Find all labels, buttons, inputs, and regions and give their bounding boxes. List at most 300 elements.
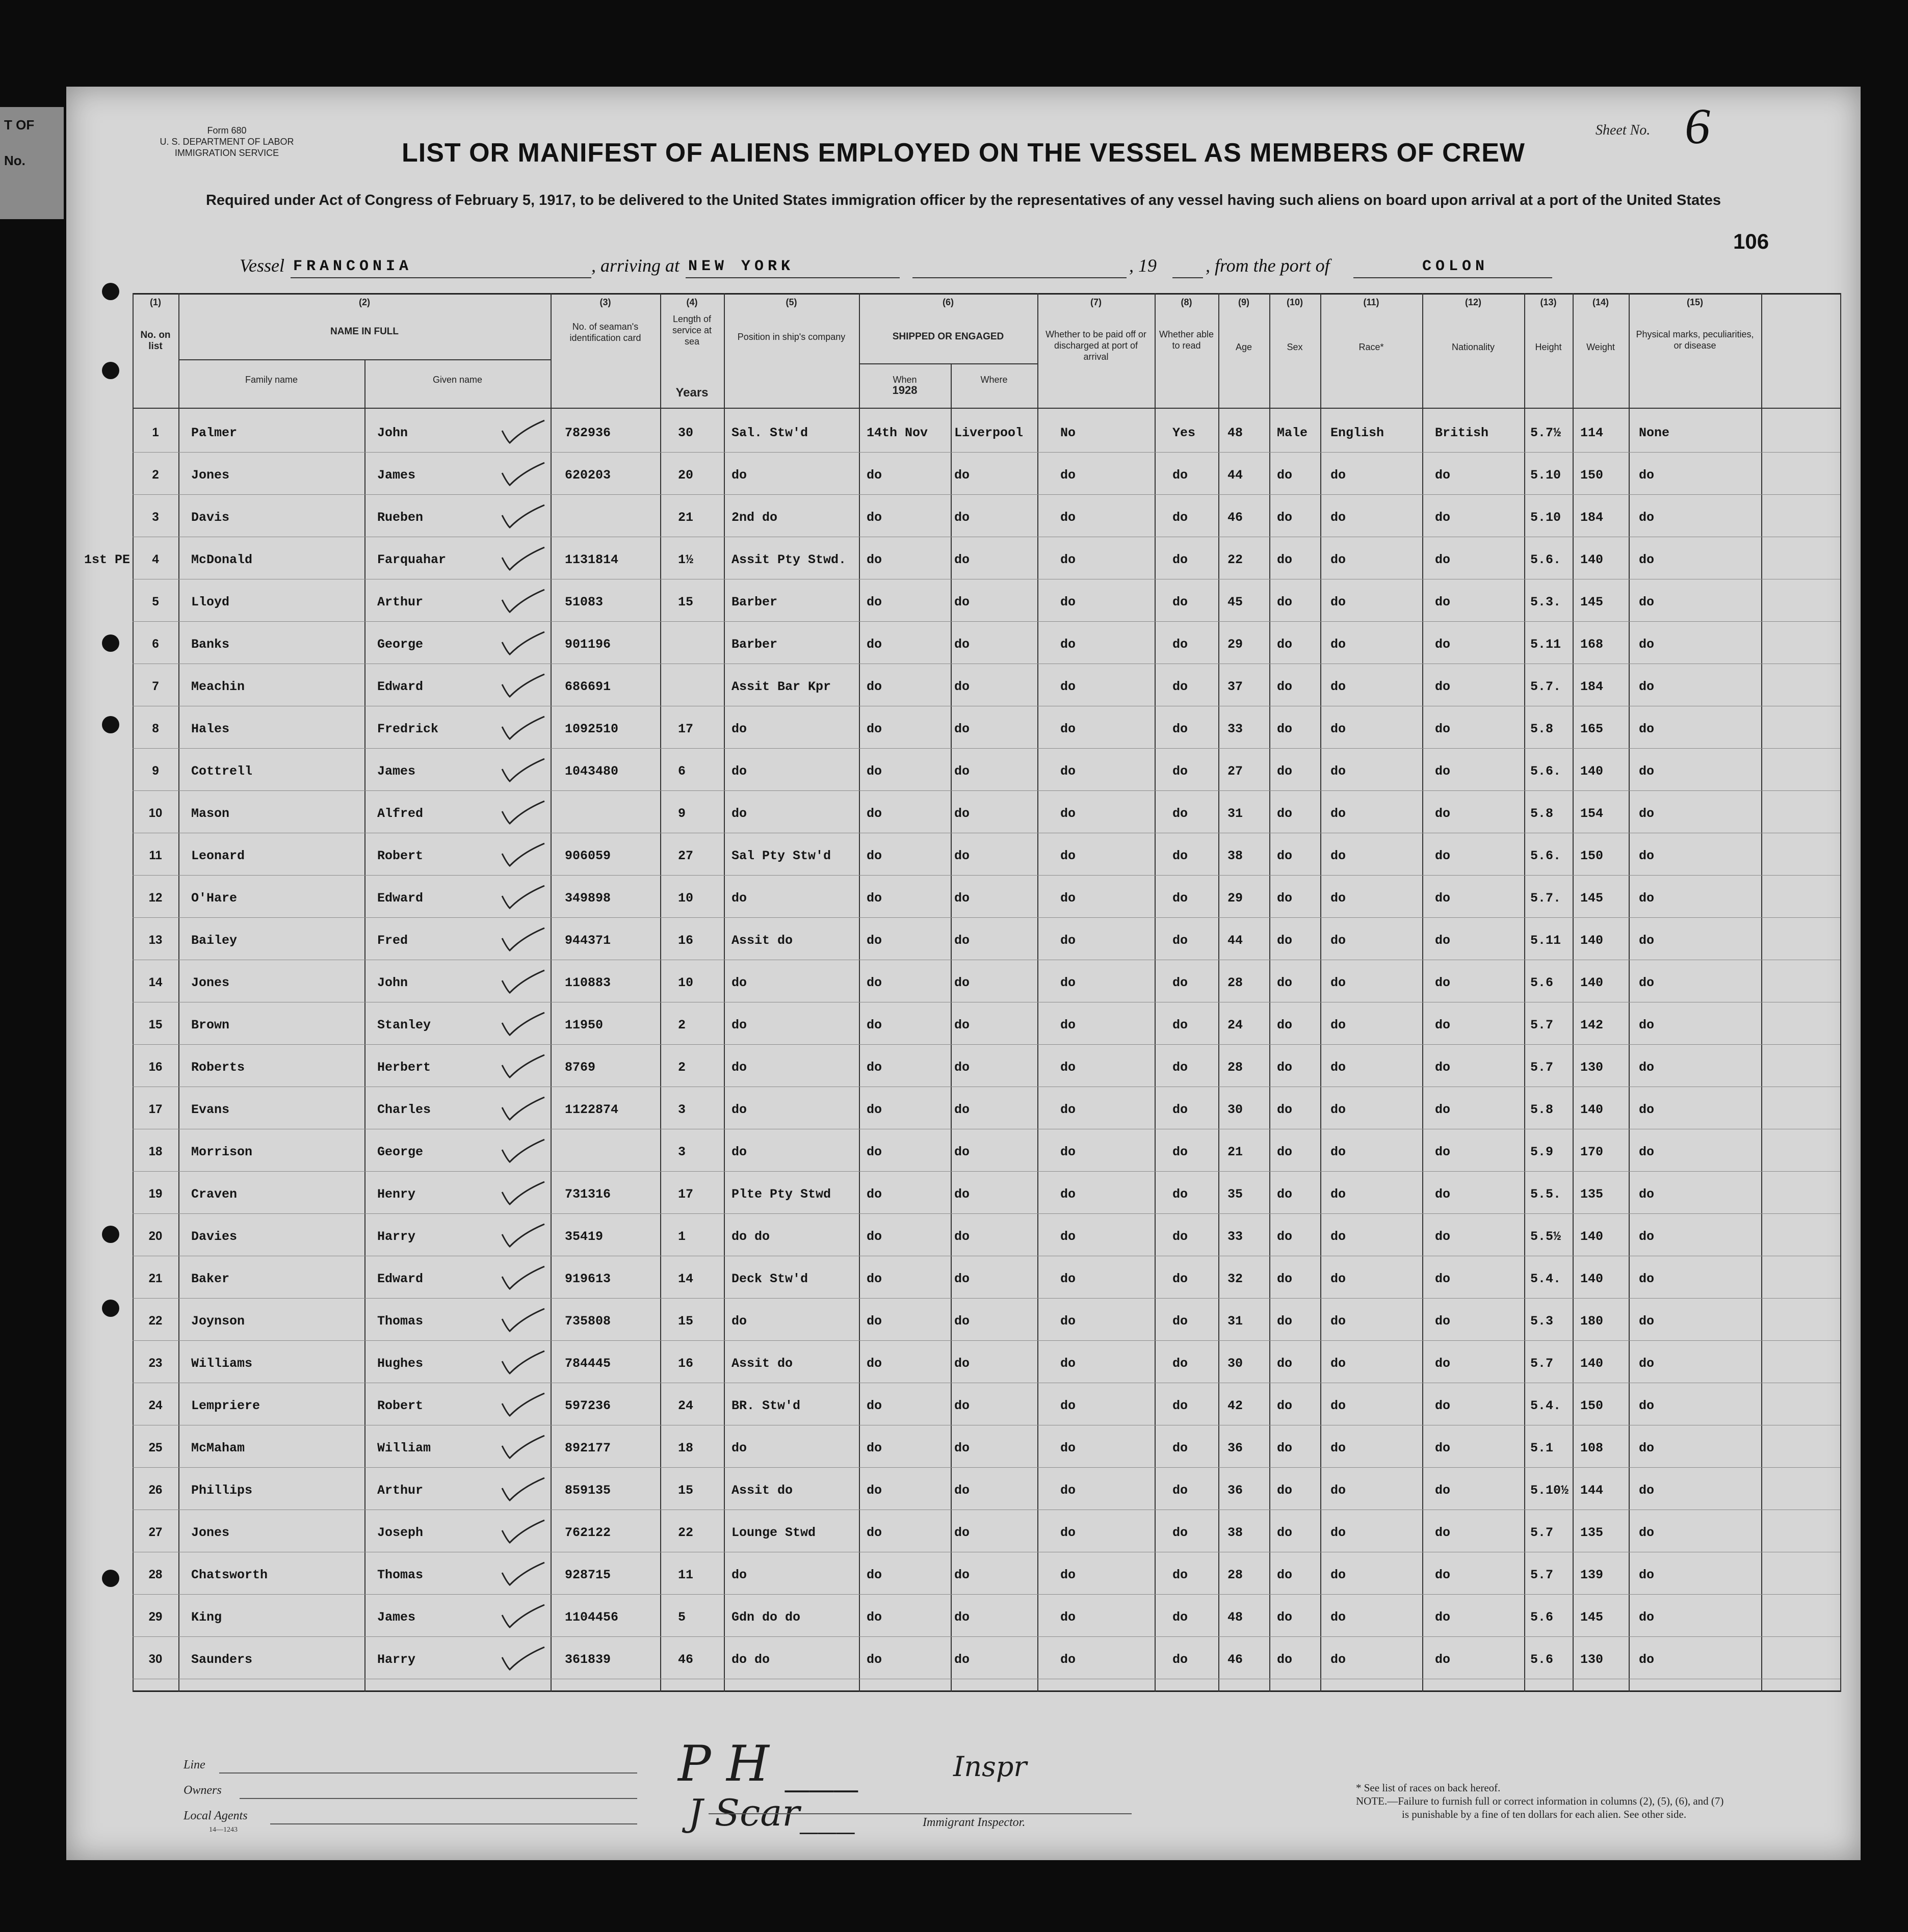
cell-card: 944371 [565,933,611,948]
cell-family: Roberts [191,1060,245,1075]
cell-no: 24 [148,1398,163,1412]
cell-nationality: do [1435,764,1451,779]
cell-race: do [1330,552,1346,567]
cell-weight: 168 [1580,637,1604,652]
cell-card: 901196 [565,637,611,652]
cell-race: do [1330,1568,1346,1582]
cell-weight: 150 [1580,1398,1604,1413]
check-mark [500,758,545,783]
cell-card: 731316 [565,1187,611,1202]
cell-card: 1104456 [565,1610,619,1625]
cell-age: 48 [1227,426,1243,440]
cell-height: 5.6. [1530,552,1561,567]
cell-where: do [954,595,970,610]
cell-read: do [1172,1102,1188,1117]
cell-where: do [954,1356,970,1371]
cell-family: Meachin [191,679,245,694]
cell-position: do [731,975,747,990]
cell-no: 19 [148,1187,163,1201]
cell-where: do [954,1018,970,1033]
cell-marks: do [1639,468,1655,483]
cell-age: 22 [1227,552,1243,567]
cell-race: do [1330,595,1346,610]
table-column-rule [364,359,365,1692]
cell-nationality: do [1435,933,1451,948]
cell-service: 27 [678,849,694,863]
cell-race: English [1330,426,1384,440]
crew-table [84,293,1840,1692]
cell-race: do [1330,1398,1346,1413]
table-row-rule [133,452,1840,453]
col-13-label: Height [1535,342,1562,352]
cell-age: 36 [1227,1441,1243,1455]
cell-when: do [867,679,882,694]
cell-where: do [954,1187,970,1202]
table-column-rule [1037,293,1038,1692]
check-mark [500,927,545,952]
cell-nationality: do [1435,1525,1451,1540]
cell-read: do [1172,637,1188,652]
cell-where: do [954,552,970,567]
cell-service: 1 [678,1229,686,1244]
cell-height: 5.3. [1530,595,1561,610]
cell-given: Charles [377,1102,431,1117]
cell-read: do [1172,722,1188,736]
cell-paid: No [1060,426,1076,440]
cell-sex: do [1277,933,1293,948]
cell-age: 29 [1227,637,1243,652]
cell-read: do [1172,1568,1188,1582]
cell-no: 15 [148,1018,163,1031]
cell-sex: do [1277,1483,1293,1498]
vessel-name: FRANCONIA [293,258,413,275]
cell-family: Jones [191,1525,230,1540]
cell-service: 15 [678,595,694,610]
cell-weight: 145 [1580,1610,1604,1625]
cell-paid: do [1060,1652,1076,1667]
cell-read: do [1172,468,1188,483]
cell-no: 1 [152,426,159,439]
cell-height: 5.7½ [1530,426,1561,440]
cell-height: 5.10½ [1530,1483,1569,1498]
cell-family: Williams [191,1356,253,1371]
cell-nationality: do [1435,510,1451,525]
cell-where: do [954,468,970,483]
cell-age: 28 [1227,1568,1243,1582]
cell-weight: 108 [1580,1441,1604,1455]
check-mark [500,1308,545,1333]
check-mark [500,1350,545,1375]
cell-marks: do [1639,1483,1655,1498]
cell-card: 1122874 [565,1102,619,1117]
cell-height: 5.1 [1530,1441,1554,1455]
cell-weight: 135 [1580,1187,1604,1202]
table-column-rule [133,293,134,1692]
page-title: LIST OR MANIFEST OF ALIENS EMPLOYED ON THE VESSEL AS MEMBERS OF CREW [402,138,1525,168]
cell-height: 5.4. [1530,1398,1561,1413]
cell-service: 9 [678,806,686,821]
cell-nationality: do [1435,1483,1451,1498]
cell-read: do [1172,552,1188,567]
cell-paid: do [1060,1187,1076,1202]
cell-sex: do [1277,1272,1293,1286]
cell-marks: do [1639,510,1655,525]
cell-age: 44 [1227,933,1243,948]
cell-when: do [867,637,882,652]
cell-height: 5.3 [1530,1314,1554,1329]
cell-weight: 140 [1580,1102,1604,1117]
cell-sex: do [1277,1356,1293,1371]
cell-marks: do [1639,1568,1655,1582]
cell-sex: do [1277,1441,1293,1455]
cell-marks: None [1639,426,1670,440]
cell-service: 22 [678,1525,694,1540]
cell-race: do [1330,1525,1346,1540]
cell-card: 928715 [565,1568,611,1582]
cell-no: 2 [152,468,159,482]
cell-marks: do [1639,552,1655,567]
col-4-number: (4) [686,297,698,307]
cell-card: 892177 [565,1441,611,1455]
cell-marks: do [1639,764,1655,779]
cell-card: 35419 [565,1229,604,1244]
cell-where: do [954,1272,970,1286]
check-mark [500,1265,545,1291]
cell-paid: do [1060,1102,1076,1117]
cell-position: do [731,1060,747,1075]
cell-paid: do [1060,1272,1076,1286]
cell-weight: 165 [1580,722,1604,736]
cell-no: 4 [152,552,159,566]
cell-nationality: British [1435,426,1489,440]
cell-paid: do [1060,722,1076,736]
table-row-rule [133,917,1840,918]
cell-family: Joynson [191,1314,245,1329]
cell-height: 5.6 [1530,975,1554,990]
cell-marks: do [1639,1525,1655,1540]
cell-read: do [1172,510,1188,525]
cell-read: do [1172,1060,1188,1075]
table-column-rule [724,293,725,1692]
cell-marks: do [1639,1102,1655,1117]
cell-height: 5.11 [1530,637,1561,652]
cell-sex: do [1277,849,1293,863]
cell-age: 35 [1227,1187,1243,1202]
check-mark [500,1139,545,1164]
cell-nationality: do [1435,1314,1451,1329]
cell-given: Fredrick [377,722,439,736]
cell-service: 10 [678,891,694,906]
table-column-rule [951,363,952,1692]
table-row-rule [133,748,1840,749]
cell-paid: do [1060,1441,1076,1455]
cell-nationality: do [1435,1568,1451,1582]
cell-nationality: do [1435,1102,1451,1117]
cell-position: Assit do [731,1356,793,1371]
cell-read: do [1172,1483,1188,1498]
cell-no: 6 [152,637,159,651]
cell-height: 5.7 [1530,1356,1554,1371]
header-subrule [859,363,1037,364]
cell-when: do [867,595,882,610]
cell-when: do [867,510,882,525]
cell-given: James [377,764,416,779]
cell-paid: do [1060,1229,1076,1244]
cell-card: 782936 [565,426,611,440]
cell-height: 5.10 [1530,468,1561,483]
col-10-label: Sex [1287,342,1303,352]
cell-position: Sal Pty Stw'd [731,849,831,863]
cell-age: 21 [1227,1145,1243,1159]
cell-paid: do [1060,1145,1076,1159]
cell-height: 5.7. [1530,679,1561,694]
cell-when: do [867,1102,882,1117]
binder-hole [102,283,119,300]
cell-race: do [1330,1018,1346,1033]
col-4-label: Length of service at sea [672,314,712,347]
cell-read: Yes [1172,426,1196,440]
cell-read: do [1172,595,1188,610]
cell-weight: 130 [1580,1060,1604,1075]
arriving-port: NEW YORK [688,258,795,275]
cell-position: Plte Pty Stwd [731,1187,831,1202]
cell-race: do [1330,849,1346,863]
cell-age: 31 [1227,806,1243,821]
penalty-note-line-1: NOTE.—Failure to furnish full or correct information in columns (2), (5), (6), and (7) [1356,1795,1724,1807]
cell-read: do [1172,933,1188,948]
cell-service: 16 [678,933,694,948]
table-row-rule [133,1340,1840,1341]
cell-when: 14th Nov [867,426,928,440]
cell-service: 18 [678,1441,694,1455]
cell-service: 17 [678,1187,694,1202]
cell-no: 27 [148,1525,163,1539]
cell-height: 5.5. [1530,1187,1561,1202]
table-column-rule [178,293,179,1692]
check-mark [500,1477,545,1502]
cell-sex: do [1277,637,1293,652]
col-8-number: (8) [1181,297,1192,307]
cell-position: Sal. Stw'd [731,426,808,440]
check-mark [500,885,545,910]
cell-when: do [867,1568,882,1582]
binder-hole [102,1570,119,1587]
cell-family: McDonald [191,552,253,567]
inspector-signature: P H ___ [678,1735,858,1792]
check-mark [500,800,545,826]
table-column-rule [1573,293,1574,1692]
cell-height: 5.7 [1530,1060,1554,1075]
check-mark [500,1096,545,1122]
cell-when: do [867,975,882,990]
cell-service: 14 [678,1272,694,1286]
cell-when: do [867,1314,882,1329]
cell-card: 906059 [565,849,611,863]
fragment-line: T OF [4,117,35,133]
col-9-number: (9) [1238,297,1249,307]
cell-height: 5.7 [1530,1525,1554,1540]
check-mark [500,1435,545,1460]
cell-given: George [377,637,424,652]
cell-paid: do [1060,764,1076,779]
cell-family: Bailey [191,933,238,948]
col-6-number: (6) [943,297,954,307]
cell-height: 5.11 [1530,933,1561,948]
cell-sex: do [1277,552,1293,567]
cell-nationality: do [1435,849,1451,863]
col-2-label: NAME IN FULL [330,326,399,337]
cell-marks: do [1639,1610,1655,1625]
cell-race: do [1330,1314,1346,1329]
cell-when: do [867,1060,882,1075]
cell-read: do [1172,1272,1188,1286]
cell-card: 597236 [565,1398,611,1413]
table-row-rule [133,1044,1840,1045]
cell-position: do [731,468,747,483]
cell-age: 37 [1227,679,1243,694]
cell-position: do [731,891,747,906]
cell-family: Brown [191,1018,230,1033]
check-mark [500,419,545,445]
check-mark [500,546,545,572]
cell-weight: 140 [1580,764,1604,779]
cell-paid: do [1060,1314,1076,1329]
cell-no: 17 [148,1102,163,1116]
col-6-when-label: When [893,375,917,385]
cell-height: 5.10 [1530,510,1561,525]
cell-where: do [954,1314,970,1329]
cell-where: do [954,806,970,821]
cell-paid: do [1060,1018,1076,1033]
cell-when: do [867,1187,882,1202]
cell-height: 5.8 [1530,806,1554,821]
inspector-title-handwritten: Inspr [953,1751,1027,1783]
cell-race: do [1330,975,1346,990]
cell-read: do [1172,891,1188,906]
cell-service: 2 [678,1018,686,1033]
cell-no: 16 [148,1060,163,1074]
cell-family: Lloyd [191,595,230,610]
table-column-rule [1320,293,1321,1692]
table-row-rule [133,1213,1840,1214]
cell-card: 1092510 [565,722,619,736]
cell-read: do [1172,1398,1188,1413]
immigrant-inspector-label: Immigrant Inspector. [923,1816,1026,1829]
cell-family: McMaham [191,1441,245,1455]
table-row-rule [133,875,1840,876]
cell-no: 10 [148,806,163,820]
cell-weight: 180 [1580,1314,1604,1329]
check-mark [500,1646,545,1672]
cell-family: Jones [191,975,230,990]
cell-read: do [1172,1441,1188,1455]
cell-position: BR. Stw'd [731,1398,801,1413]
cell-given: John [377,426,408,440]
cell-sex: do [1277,975,1293,990]
cell-where: do [954,1145,970,1159]
col-12-label: Nationality [1451,342,1495,352]
cell-race: do [1330,1060,1346,1075]
cell-race: do [1330,764,1346,779]
cell-paid: do [1060,806,1076,821]
cell-no: 8 [152,722,159,735]
cell-height: 5.6 [1530,1652,1554,1667]
cell-where: do [954,1525,970,1540]
cell-no: 3 [152,510,159,524]
table-row-rule [133,621,1840,622]
cell-card: 686691 [565,679,611,694]
form-number: Form 680 [207,125,247,136]
col-3-label: No. of seaman's identification card [569,322,641,343]
cell-nationality: do [1435,1441,1451,1455]
cell-age: 30 [1227,1102,1243,1117]
cell-race: do [1330,891,1346,906]
cell-given: James [377,468,416,483]
cell-where: do [954,975,970,990]
cell-service: 11 [678,1568,694,1582]
cell-nationality: do [1435,1272,1451,1286]
cell-marks: do [1639,722,1655,736]
cell-height: 5.6. [1530,849,1561,863]
cell-sex: do [1277,722,1293,736]
cell-when: do [867,849,882,863]
cell-where: do [954,891,970,906]
cell-height: 5.5½ [1530,1229,1561,1244]
cell-family: Chatsworth [191,1568,268,1582]
cell-sex: do [1277,510,1293,525]
cell-nationality: do [1435,1398,1451,1413]
table-column-rule [1155,293,1156,1692]
cell-card: 859135 [565,1483,611,1498]
cell-read: do [1172,1525,1188,1540]
cell-service: 15 [678,1314,694,1329]
cell-sex: do [1277,468,1293,483]
cell-marks: do [1639,891,1655,906]
cell-age: 46 [1227,1652,1243,1667]
cell-when: do [867,1610,882,1625]
cell-paid: do [1060,1568,1076,1582]
cell-given: Alfred [377,806,424,821]
cell-given: Rueben [377,510,424,525]
cell-read: do [1172,764,1188,779]
cell-marks: do [1639,679,1655,694]
cell-weight: 140 [1580,552,1604,567]
cell-race: do [1330,933,1346,948]
table-row-rule [133,494,1840,495]
cell-given: Harry [377,1652,416,1667]
cell-age: 31 [1227,1314,1243,1329]
cell-when: do [867,722,882,736]
binder-hole [102,362,119,379]
cell-no: 18 [148,1145,163,1158]
cell-where: do [954,849,970,863]
table-column-rule [1840,293,1841,1692]
header-bottom-rule [133,408,1840,409]
cell-age: 24 [1227,1018,1243,1033]
cell-given: Harry [377,1229,416,1244]
cell-service: 17 [678,722,694,736]
cell-family: Jones [191,468,230,483]
cell-nationality: do [1435,1145,1451,1159]
binder-hole [102,1300,119,1317]
cell-where: do [954,1568,970,1582]
manifest-footer [117,1733,1825,1845]
cell-age: 27 [1227,764,1243,779]
cell-given: Henry [377,1187,416,1202]
cell-race: do [1330,1145,1346,1159]
page-subtitle: Required under Act of Congress of February 5, 1917, to be delivered to the United States immigration officer by the representatives of any vessel having such aliens on board upon arrival at a port of the United States [205,192,1721,208]
cell-service: 46 [678,1652,694,1667]
